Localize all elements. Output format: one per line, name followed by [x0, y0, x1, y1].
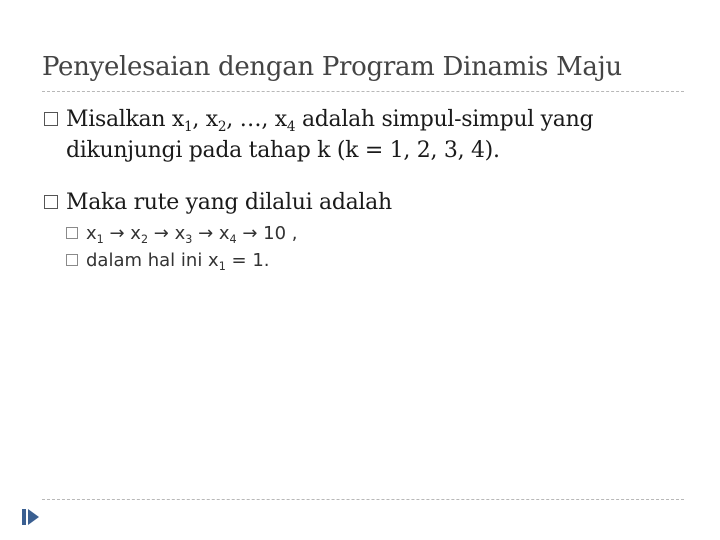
- sub-bullet-text: dalam hal ini $x_1 = 1$.: [86, 250, 270, 273]
- title-divider: [42, 91, 684, 92]
- slide-body: [44, 104, 684, 274]
- slide-title: Penyelesaian dengan Program Dinamis Maju: [42, 52, 622, 82]
- bullet-text: Maka rute yang dilalui adalah: [66, 190, 392, 215]
- bullet-item-route: [44, 187, 684, 218]
- square-bullet-icon: [66, 227, 78, 239]
- sub-bullet-route-sequence: [66, 220, 684, 247]
- play-arrow-icon[interactable]: [28, 509, 39, 525]
- play-arrow-icon-bar[interactable]: [22, 509, 26, 525]
- square-bullet-icon: [44, 112, 58, 126]
- bullet-item-definition: [44, 104, 684, 166]
- square-bullet-icon: [44, 195, 58, 209]
- sub-bullet-text: $x_1 \to x_2 \to x_3 \to x_4 \to 10$ ,: [86, 223, 298, 246]
- sub-bullet-note: [66, 247, 684, 274]
- square-bullet-icon: [66, 254, 78, 266]
- bullet-text: Misalkan $x_1$, $x_2$, …, $x_4$ adalah simpul-simpul yang dikunjungi pada tahap k (k = 1, 2, 3, 4).: [66, 107, 594, 163]
- footer-divider: [42, 499, 684, 500]
- sub-bullet-list: [44, 220, 684, 274]
